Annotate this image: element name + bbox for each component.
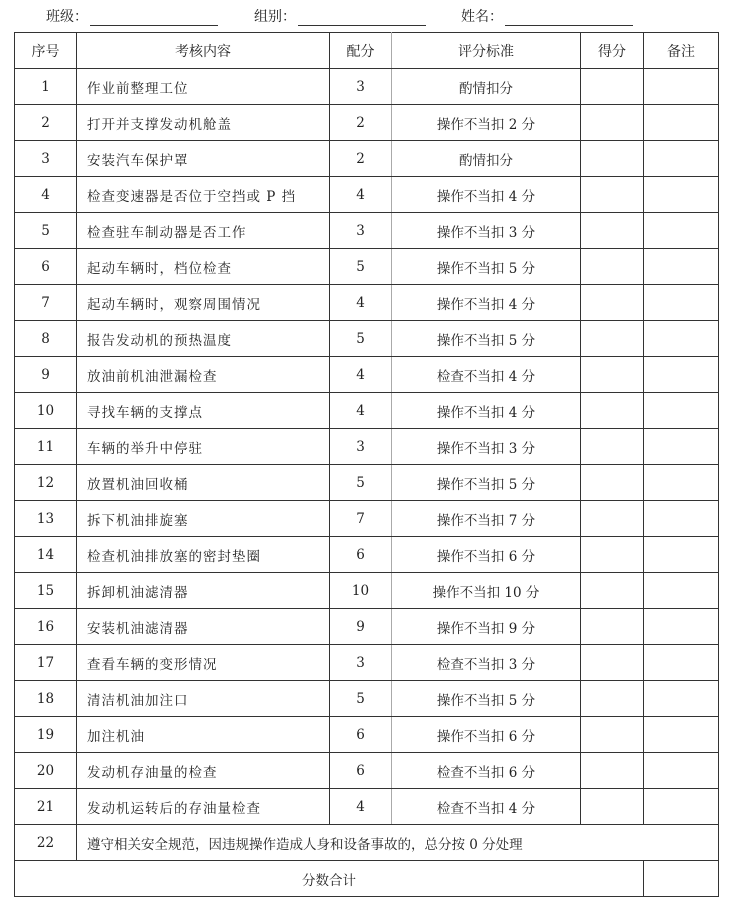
row-note-cell[interactable] <box>644 213 719 249</box>
row-score-cell[interactable] <box>581 105 644 141</box>
table-row <box>15 681 719 717</box>
row-points: 4 <box>330 177 392 213</box>
row-no: 20 <box>15 753 77 789</box>
row-points: 3 <box>330 69 392 105</box>
row-note-cell[interactable] <box>644 177 719 213</box>
row-score-cell[interactable] <box>581 789 644 825</box>
row-note-cell[interactable] <box>644 753 719 789</box>
row-score-cell[interactable] <box>581 393 644 429</box>
table-body <box>15 69 719 825</box>
row-points: 4 <box>330 357 392 393</box>
class-input[interactable] <box>90 9 218 26</box>
table-row <box>15 393 719 429</box>
row-content: 起动车辆时，观察周围情况 <box>77 285 330 321</box>
table-row <box>15 141 719 177</box>
row-criteria: 操作不当扣 2 分 <box>392 105 581 141</box>
row-no: 21 <box>15 789 77 825</box>
row-criteria: 操作不当扣 9 分 <box>392 609 581 645</box>
row-criteria: 操作不当扣 5 分 <box>392 465 581 501</box>
table-row <box>15 573 719 609</box>
row-score-cell[interactable] <box>581 537 644 573</box>
row-criteria: 操作不当扣 6 分 <box>392 717 581 753</box>
row-criteria: 操作不当扣 7 分 <box>392 501 581 537</box>
row-content: 车辆的举升中停驻 <box>77 429 330 465</box>
row-score-cell[interactable] <box>581 717 644 753</box>
name-label: 姓名： <box>461 9 503 25</box>
row-criteria: 操作不当扣 4 分 <box>392 393 581 429</box>
table-row <box>15 69 719 105</box>
row-note-cell[interactable] <box>644 249 719 285</box>
name-input[interactable] <box>505 9 633 26</box>
row-score-cell[interactable] <box>581 69 644 105</box>
table-row <box>15 321 719 357</box>
row-note-cell[interactable] <box>644 465 719 501</box>
class-field[interactable] <box>46 6 218 26</box>
group-label: 组别： <box>254 9 296 25</box>
row-criteria: 检查不当扣 4 分 <box>392 789 581 825</box>
col-header-content: 考核内容 <box>77 33 330 69</box>
row-content: 打开并支撑发动机舱盖 <box>77 105 330 141</box>
group-input[interactable] <box>298 9 426 26</box>
row-note-cell[interactable] <box>644 609 719 645</box>
row-no: 15 <box>15 573 77 609</box>
row-criteria: 操作不当扣 6 分 <box>392 537 581 573</box>
row-points: 10 <box>330 573 392 609</box>
row-content: 发动机存油量的检查 <box>77 753 330 789</box>
col-header-score: 得分 <box>581 33 644 69</box>
row-content: 拆下机油排旋塞 <box>77 501 330 537</box>
row-score-cell[interactable] <box>581 285 644 321</box>
row-note-cell[interactable] <box>644 501 719 537</box>
row-content: 作业前整理工位 <box>77 69 330 105</box>
row-criteria: 检查不当扣 6 分 <box>392 753 581 789</box>
row-score-cell[interactable] <box>581 249 644 285</box>
row-no: 6 <box>15 249 77 285</box>
table-row <box>15 501 719 537</box>
row-score-cell[interactable] <box>581 753 644 789</box>
row-content: 检查驻车制动器是否工作 <box>77 213 330 249</box>
total-score-cell[interactable] <box>644 861 719 897</box>
row-content: 检查机油排放塞的密封垫圈 <box>77 537 330 573</box>
row-no: 2 <box>15 105 77 141</box>
row-score-cell[interactable] <box>581 177 644 213</box>
row-content: 放油前机油泄漏检查 <box>77 357 330 393</box>
row-score-cell[interactable] <box>581 141 644 177</box>
row-points: 6 <box>330 717 392 753</box>
row-note-cell[interactable] <box>644 681 719 717</box>
row-score-cell[interactable] <box>581 501 644 537</box>
col-header-note: 备注 <box>644 33 719 69</box>
row-no: 19 <box>15 717 77 753</box>
row-note-cell[interactable] <box>644 357 719 393</box>
row-points: 7 <box>330 501 392 537</box>
row-points: 4 <box>330 285 392 321</box>
row-no: 16 <box>15 609 77 645</box>
row-no: 9 <box>15 357 77 393</box>
col-header-criteria: 评分标准 <box>392 33 581 69</box>
row-criteria: 操作不当扣 5 分 <box>392 321 581 357</box>
col-header-no: 序号 <box>15 33 77 69</box>
row-score-cell[interactable] <box>581 357 644 393</box>
row-note-cell[interactable] <box>644 393 719 429</box>
row-score-cell[interactable] <box>581 573 644 609</box>
row-no: 5 <box>15 213 77 249</box>
table-row <box>15 645 719 681</box>
table-row <box>15 753 719 789</box>
row-content: 检查变速器是否位于空挡或 P 挡 <box>77 177 330 213</box>
student-info-line <box>0 6 731 28</box>
row-content: 安装机油滤清器 <box>77 609 330 645</box>
row-points: 2 <box>330 105 392 141</box>
table-row <box>15 429 719 465</box>
row-content: 拆卸机油滤清器 <box>77 573 330 609</box>
row-score-cell[interactable] <box>581 213 644 249</box>
safety-row <box>15 825 719 861</box>
row-score-cell[interactable] <box>581 609 644 645</box>
row-note-cell[interactable] <box>644 429 719 465</box>
table-row <box>15 717 719 753</box>
row-no: 17 <box>15 645 77 681</box>
row-note-cell[interactable] <box>644 69 719 105</box>
row-points: 5 <box>330 321 392 357</box>
table-row <box>15 249 719 285</box>
row-content: 起动车辆时，档位检查 <box>77 249 330 285</box>
table-row <box>15 285 719 321</box>
table-row <box>15 177 719 213</box>
table-row <box>15 105 719 141</box>
row-no: 1 <box>15 69 77 105</box>
row-points: 5 <box>330 249 392 285</box>
col-header-points: 配分 <box>330 33 392 69</box>
row-criteria: 操作不当扣 5 分 <box>392 681 581 717</box>
row-points: 4 <box>330 393 392 429</box>
class-label: 班级： <box>46 9 88 25</box>
row-points: 6 <box>330 537 392 573</box>
row-no: 11 <box>15 429 77 465</box>
row-score-cell[interactable] <box>581 429 644 465</box>
table-row <box>15 537 719 573</box>
row-no: 3 <box>15 141 77 177</box>
table-header-row <box>15 33 719 69</box>
row-content: 放置机油回收桶 <box>77 465 330 501</box>
row-no: 4 <box>15 177 77 213</box>
row-points: 3 <box>330 645 392 681</box>
table-row <box>15 213 719 249</box>
row-points: 3 <box>330 213 392 249</box>
row-note-cell[interactable] <box>644 285 719 321</box>
row-points: 5 <box>330 681 392 717</box>
row-no: 12 <box>15 465 77 501</box>
row-criteria: 操作不当扣 3 分 <box>392 213 581 249</box>
row-content: 清洁机油加注口 <box>77 681 330 717</box>
row-content: 加注机油 <box>77 717 330 753</box>
row-note-cell[interactable] <box>644 573 719 609</box>
row-note-cell[interactable] <box>644 141 719 177</box>
row-content: 查看车辆的变形情况 <box>77 645 330 681</box>
table-row <box>15 357 719 393</box>
row-score-cell[interactable] <box>581 321 644 357</box>
row-note-cell[interactable] <box>644 105 719 141</box>
safety-row-no: 22 <box>15 825 77 861</box>
row-points: 2 <box>330 141 392 177</box>
row-no: 18 <box>15 681 77 717</box>
row-points: 4 <box>330 789 392 825</box>
row-points: 9 <box>330 609 392 645</box>
total-label: 分数合计 <box>15 861 644 897</box>
row-note-cell[interactable] <box>644 789 719 825</box>
row-content: 报告发动机的预热温度 <box>77 321 330 357</box>
row-content: 寻找车辆的支撑点 <box>77 393 330 429</box>
table-row <box>15 609 719 645</box>
row-criteria: 操作不当扣 5 分 <box>392 249 581 285</box>
row-no: 10 <box>15 393 77 429</box>
row-no: 14 <box>15 537 77 573</box>
assessment-table <box>14 32 719 897</box>
table-row <box>15 465 719 501</box>
row-criteria: 操作不当扣 3 分 <box>392 429 581 465</box>
row-criteria: 操作不当扣 4 分 <box>392 285 581 321</box>
row-score-cell[interactable] <box>581 681 644 717</box>
row-note-cell[interactable] <box>644 717 719 753</box>
row-points: 6 <box>330 753 392 789</box>
row-score-cell[interactable] <box>581 645 644 681</box>
row-criteria: 操作不当扣 10 分 <box>392 573 581 609</box>
row-criteria: 检查不当扣 4 分 <box>392 357 581 393</box>
name-field[interactable] <box>461 6 633 26</box>
row-note-cell[interactable] <box>644 321 719 357</box>
row-points: 3 <box>330 429 392 465</box>
row-no: 7 <box>15 285 77 321</box>
row-content: 安装汽车保护罩 <box>77 141 330 177</box>
group-field[interactable] <box>254 6 426 26</box>
row-criteria: 检查不当扣 3 分 <box>392 645 581 681</box>
row-no: 13 <box>15 501 77 537</box>
row-criteria: 酌情扣分 <box>392 141 581 177</box>
row-note-cell[interactable] <box>644 645 719 681</box>
row-criteria: 操作不当扣 4 分 <box>392 177 581 213</box>
safety-row-text: 遵守相关安全规范，因违规操作造成人身和设备事故的，总分按 0 分处理 <box>77 825 719 861</box>
row-points: 5 <box>330 465 392 501</box>
row-score-cell[interactable] <box>581 465 644 501</box>
row-criteria: 酌情扣分 <box>392 69 581 105</box>
row-content: 发动机运转后的存油量检查 <box>77 789 330 825</box>
row-no: 8 <box>15 321 77 357</box>
table-row <box>15 789 719 825</box>
total-row <box>15 861 719 897</box>
row-note-cell[interactable] <box>644 537 719 573</box>
